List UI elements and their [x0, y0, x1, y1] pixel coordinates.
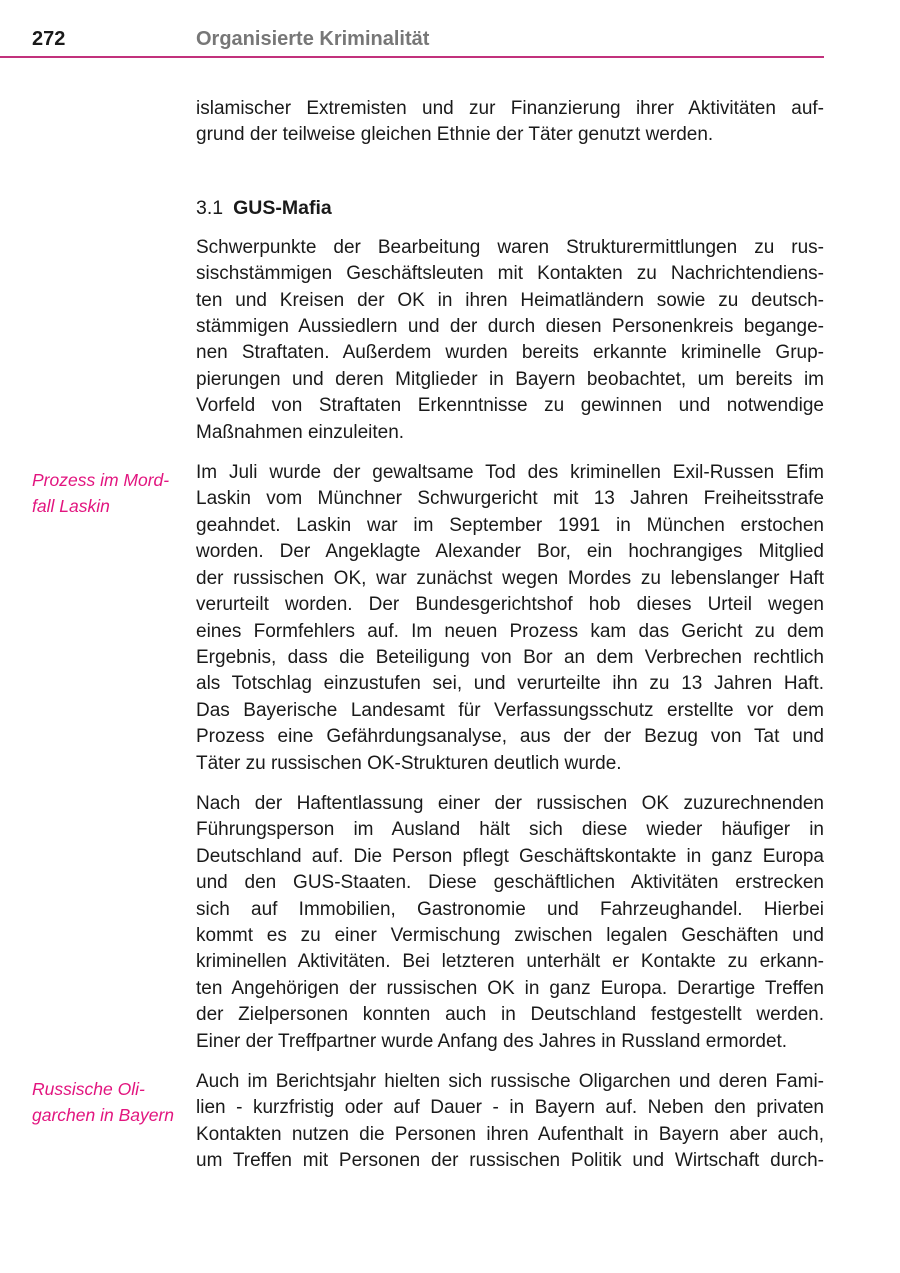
paragraph	[196, 460, 824, 777]
text-line: Maßnahmen einzuleiten.	[196, 421, 405, 443]
text-line: eines Formfehlers auf. Im neuen Prozess kam das Gericht zu dem	[196, 620, 824, 642]
paragraph	[196, 1069, 824, 1175]
text-line: Vorfeld von Straftaten Erkenntnisse zu gewinnen und notwendige	[196, 395, 824, 417]
text-line: Führungsperson im Ausland hält sich diese wieder häufiger in	[196, 819, 824, 841]
text-line: ten Angehörigen der russischen OK in ganz Europa. Derartige Treffen	[196, 977, 824, 999]
margin-note-line: Prozess im Mord-	[32, 470, 170, 490]
text-line: islamischer Extremisten und zur Finanzierung ihrer Aktivitäten auf-	[196, 98, 824, 119]
text-line: kommt es zu einer Vermischung zwischen legalen Geschäften und	[196, 924, 824, 946]
running-title: Organisierte Kriminalität	[196, 28, 430, 50]
margin-note-laskin	[32, 467, 182, 520]
text-line: Deutschland auf. Die Person pflegt Geschäftskontakte in ganz Europa	[196, 845, 824, 867]
text-line: sischstämmigen Geschäftsleuten mit Kontakten zu Nachrichtendiens-	[196, 263, 824, 285]
text-line: sich auf Immobilien, Gastronomie und Fahrzeughandel. Hierbei	[196, 898, 824, 920]
text-line: Laskin vom Münchner Schwurgericht mit 13 Jahren Freiheitsstrafe	[196, 488, 824, 510]
text-line: pierungen und deren Mitglieder in Bayern beobachtet, um bereits im	[196, 368, 824, 390]
text-line: grund der teilweise gleichen Ethnie der Täter genutzt werden.	[196, 124, 714, 146]
text-line: stämmigen Aussiedlern und der durch diesen Personenkreis begange-	[196, 316, 824, 338]
text-line: geahndet. Laskin war im September 1991 in München erstochen	[196, 514, 824, 536]
text-line: Prozess eine Gefährdungsanalyse, aus der der Bezug von Tat und	[196, 726, 824, 748]
margin-note-oligarchen	[32, 1076, 182, 1129]
text-line: Kontakten nutzen die Personen ihren Aufenthalt in Bayern aber auch,	[196, 1123, 824, 1145]
text-line: um Treffen mit Personen der russischen Politik und Wirtschaft durch-	[196, 1150, 824, 1172]
text-line: kriminellen Aktivitäten. Bei letzteren unterhält er Kontakte zu erkann-	[196, 951, 824, 973]
text-line: worden. Der Angeklagte Alexander Bor, ein hochrangiges Mitglied	[196, 541, 824, 563]
text-line: Täter zu russischen OK-Strukturen deutlich wurde.	[196, 752, 622, 774]
text-line: Im Juli wurde der gewaltsame Tod des kriminellen Exil-Russen Efim	[196, 462, 824, 484]
page-number: 272	[32, 28, 66, 50]
paragraph	[196, 96, 824, 149]
text-line: der Zielpersonen konnten auch in Deutschland festgestellt werden.	[196, 1004, 824, 1026]
section-title: GUS-Mafia	[233, 196, 332, 219]
text-line: Nach der Haftentlassung einer der russischen OK zuzurechnenden	[196, 792, 824, 814]
text-line: der russischen OK, war zunächst wegen Mordes zu lebenslanger Haft	[196, 567, 824, 589]
text-line: Ergebnis, dass die Beteiligung von Bor an dem Verbrechen rechtlich	[196, 646, 824, 668]
margin-note-line: garchen in Bayern	[32, 1105, 175, 1126]
text-line: ten und Kreisen der OK in ihren Heimatländern sowie zu deutsch-	[196, 289, 824, 311]
header-rule	[0, 56, 824, 58]
margin-note-line: Russische Oli-	[32, 1079, 145, 1099]
text-line: als Totschlag einzustufen sei, und verurteilte ihn zu 13 Jahren Haft.	[196, 673, 824, 695]
text-line: verurteilt worden. Der Bundesgerichtshof hob dieses Urteil wegen	[196, 594, 824, 616]
body-text	[196, 96, 824, 1189]
paragraph	[196, 791, 824, 1055]
section-number: 3.1	[196, 196, 224, 219]
text-line: Schwerpunkte der Bearbeitung waren Strukturermittlungen zu rus-	[196, 236, 824, 258]
text-line: Auch im Berichtsjahr hielten sich russische Oligarchen und deren Fami-	[196, 1071, 824, 1092]
text-line: lien - kurzfristig oder auf Dauer - in Bayern auf. Neben den privaten	[196, 1097, 824, 1119]
text-line: nen Straftaten. Außerdem wurden bereits erkannte kriminelle Grup-	[196, 342, 824, 364]
section-heading	[196, 195, 824, 221]
text-line: Das Bayerische Landesamt für Verfassungsschutz erstellte vor dem	[196, 699, 824, 721]
text-line: und den GUS-Staaten. Diese geschäftlichen Aktivitäten erstrecken	[196, 872, 824, 894]
paragraph	[196, 235, 824, 446]
text-line: Einer der Treffpartner wurde Anfang des Jahres in Russland ermordet.	[196, 1030, 788, 1052]
margin-note-line: fall Laskin	[32, 496, 110, 517]
